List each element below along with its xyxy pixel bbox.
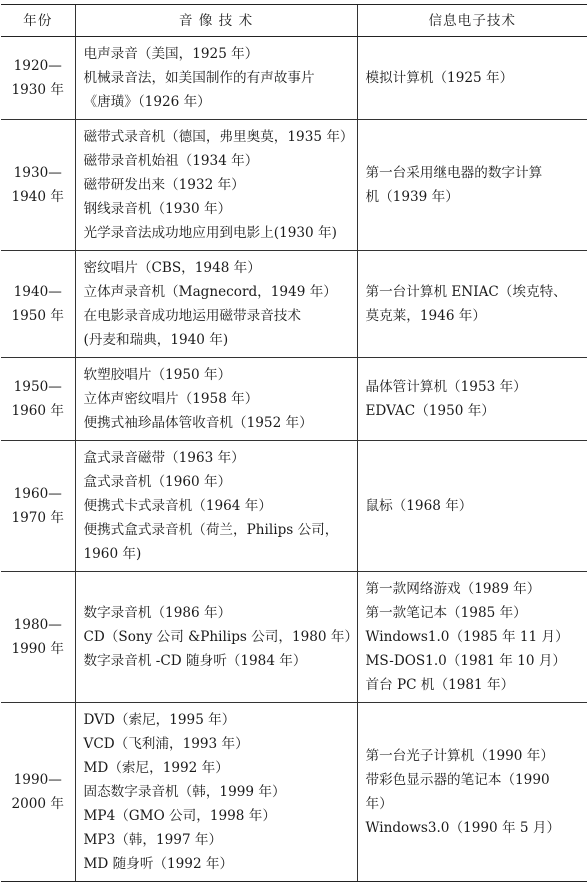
audio-tech-item: MP3（韩，1997 年） [83, 832, 223, 848]
table-row [1, 120, 587, 251]
audio-tech-item: 固态数字录音机（韩，1999 年） [83, 784, 286, 800]
year-cell [1, 441, 75, 572]
header-audio-video-tech: 音 像 技 术 [75, 5, 357, 37]
year-cell [1, 120, 75, 251]
audio-tech-item: CD（Sony 公司 &Philips 公司，1980 年） [83, 629, 359, 645]
audio-tech-item: MP4（GMO 公司，1998 年） [83, 808, 276, 824]
year-text: 1980— [13, 617, 62, 633]
table-row [1, 37, 587, 120]
audio-tech-item: 《唐璜》（1926 年） [83, 94, 211, 110]
info-tech-item: EDVAC（1950 年） [365, 403, 495, 419]
info-tech-item: MS-DOS1.0（1981 年 10 月） [365, 653, 567, 669]
audio-tech-item: VCD（飞利浦，1993 年） [83, 736, 249, 752]
year-text: 1990— [13, 772, 62, 788]
year-text: 1940— [13, 284, 62, 300]
audio-tech-item: 机械录音法，如美国制作的有声故事片 [83, 70, 315, 86]
info-tech-item: 首台 PC 机（1981 年） [365, 677, 515, 693]
header-year: 年份 [1, 5, 75, 37]
header-info-electronics-tech: 信息电子技术 [357, 5, 587, 37]
audio-tech-cell [75, 37, 357, 120]
year-text: 1960 年 [11, 403, 64, 419]
year-cell [1, 251, 75, 358]
info-tech-item: 带彩色显示器的笔记本（1990 [365, 772, 550, 788]
audio-tech-item: 1960 年) [83, 546, 142, 562]
info-tech-item: Windows1.0（1985 年 11 月） [365, 629, 569, 645]
table-row [1, 572, 587, 703]
info-tech-item: 年） [365, 796, 393, 812]
audio-tech-item: 钢线录音机（1930 年） [83, 201, 232, 217]
year-text: 1950— [13, 379, 62, 395]
year-cell [1, 703, 75, 882]
year-text: 2000 年 [11, 796, 64, 812]
year-cell [1, 358, 75, 441]
audio-tech-item: 立体声录音机（Magnecord，1949 年） [83, 284, 337, 300]
audio-tech-item: 光学录音法成功地应用到电影上(1930 年) [83, 225, 337, 241]
audio-tech-item: 磁带录音机始祖（1934 年） [83, 153, 259, 169]
technology-timeline-table [1, 4, 587, 882]
table-row [1, 251, 587, 358]
info-tech-item: 第一台光子计算机（1990 年） [365, 748, 554, 764]
header-row [1, 5, 587, 37]
info-tech-item: 机（1939 年） [365, 189, 459, 205]
year-text: 1970 年 [11, 510, 64, 526]
audio-tech-item: 盒式录音磁带（1963 年） [83, 450, 245, 466]
audio-tech-item: MD 随身听（1992 年） [83, 856, 234, 872]
year-text: 1940 年 [11, 189, 64, 205]
audio-tech-cell [75, 251, 357, 358]
info-tech-item: 第一款网络游戏（1989 年） [365, 581, 541, 597]
year-cell [1, 37, 75, 120]
audio-tech-cell [75, 441, 357, 572]
audio-tech-item: 在电影录音成功地运用磁带录音技术 [83, 308, 301, 324]
audio-tech-item: 盒式录音机（1960 年） [83, 474, 232, 490]
info-tech-cell [357, 251, 587, 358]
info-tech-cell [357, 358, 587, 441]
audio-tech-item: (丹麦和瑞典，1940 年) [83, 332, 229, 348]
year-text: 1950 年 [11, 308, 64, 324]
year-text: 1930 年 [11, 82, 64, 98]
info-tech-item: 模拟计算机（1925 年） [365, 70, 514, 86]
info-tech-cell [357, 120, 587, 251]
info-tech-cell [357, 441, 587, 572]
info-tech-item: 第一台计算机 ENIAC（埃克特、 [365, 284, 567, 300]
audio-tech-item: 便携式卡式录音机（1964 年） [83, 498, 272, 514]
info-tech-item: 第一台采用继电器的数字计算 [365, 165, 543, 181]
audio-tech-item: DVD（索尼，1995 年） [83, 712, 236, 728]
audio-tech-item: 数字录音机（1986 年） [83, 605, 232, 621]
year-cell [1, 572, 75, 703]
year-text: 1930— [13, 165, 62, 181]
info-tech-cell [357, 37, 587, 120]
info-tech-item: 鼠标（1968 年） [365, 498, 473, 514]
audio-tech-item: 数字录音机 -CD 随身听（1984 年） [83, 653, 307, 669]
info-tech-cell [357, 703, 587, 882]
year-text: 1990 年 [11, 641, 64, 657]
table-row [1, 703, 587, 882]
audio-tech-item: 便携式盒式录音机（荷兰，Philips 公司， [83, 522, 339, 538]
info-tech-item: 莫克莱，1946 年） [365, 308, 486, 324]
audio-tech-item: 磁带式录音机（德国，弗里奥莫，1935 年） [83, 129, 354, 145]
audio-tech-cell [75, 703, 357, 882]
audio-tech-item: 软塑胶唱片（1950 年） [83, 367, 232, 383]
info-tech-item: Windows3.0（1990 年 5 月） [365, 820, 561, 836]
audio-tech-item: 立体声密纹唱片（1958 年） [83, 391, 259, 407]
audio-tech-cell [75, 120, 357, 251]
audio-tech-item: 电声录音（美国，1925 年） [83, 46, 259, 62]
info-tech-item: 第一款笔记本（1985 年） [365, 605, 527, 621]
info-tech-cell [357, 572, 587, 703]
audio-tech-cell [75, 358, 357, 441]
table-row [1, 441, 587, 572]
year-text: 1960— [13, 486, 62, 502]
audio-tech-item: MD（索尼，1992 年） [83, 760, 229, 776]
audio-tech-cell [75, 572, 357, 703]
audio-tech-item: 便携式袖珍晶体管收音机（1952 年） [83, 415, 313, 431]
audio-tech-item: 密纹唱片（CBS，1948 年） [83, 260, 261, 276]
table-row [1, 358, 587, 441]
audio-tech-item: 磁带研发出来（1932 年） [83, 177, 245, 193]
info-tech-item: 晶体管计算机（1953 年） [365, 379, 527, 395]
year-text: 1920— [13, 58, 62, 74]
